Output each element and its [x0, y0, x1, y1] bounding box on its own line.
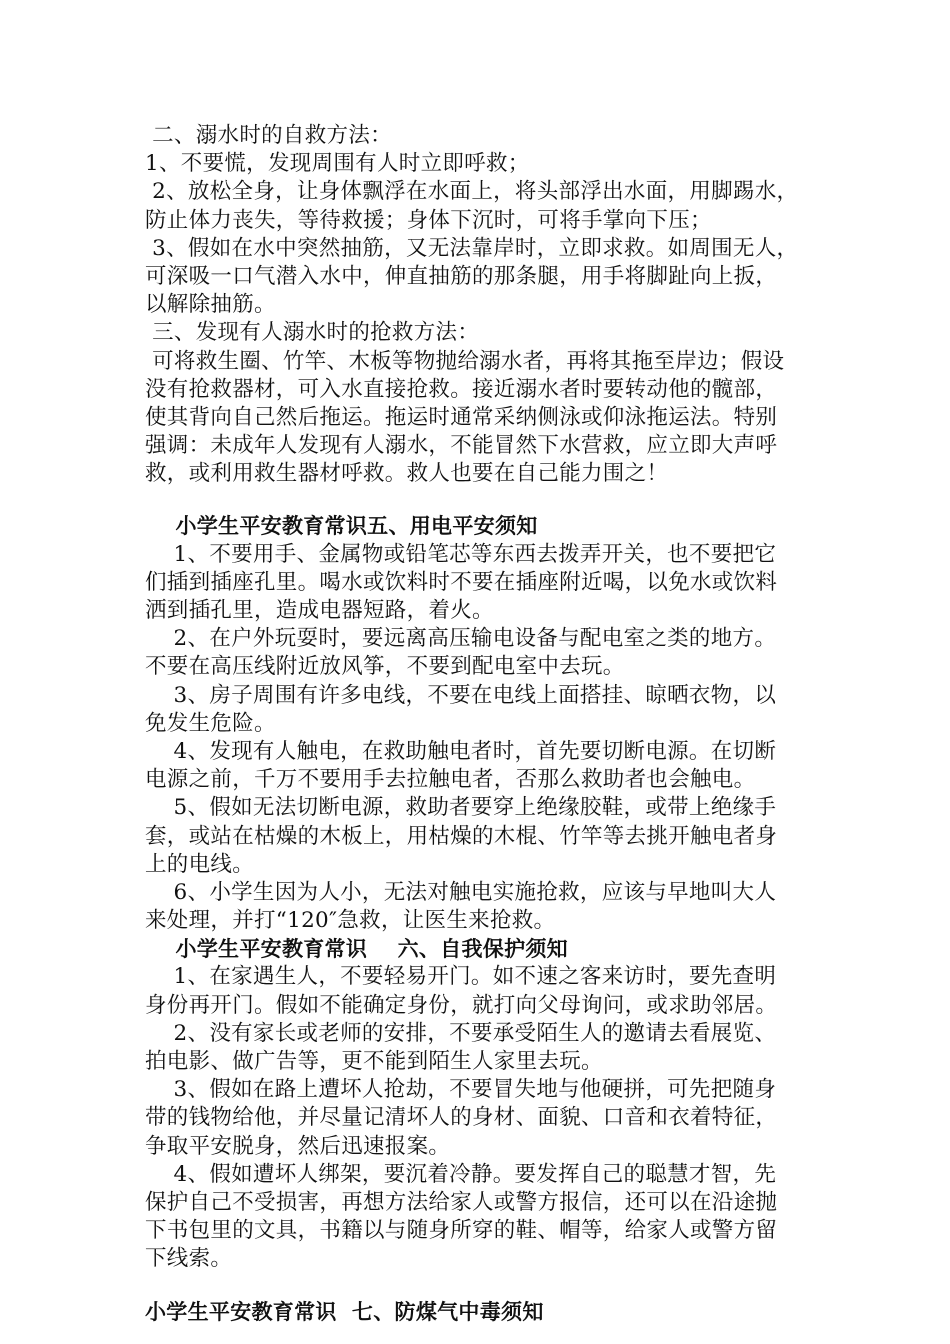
section-2-line-1: 1、不要慌，发现周围有人时立即呼救；: [145, 151, 530, 177]
spacer: [145, 1274, 805, 1298]
section-5-title: 小学生平安教育常识五、用电平安须知: [145, 514, 538, 539]
section-6-line-5: 3、假如在路上遭坏人抢劫，不要冒失地与他硬拼，可先把随身: [145, 1077, 777, 1103]
section-6-title: 小学生平安教育常识 六、自我保护须知: [145, 937, 568, 962]
section-6-line-3: 2、没有家长或老师的安排，不要承受陌生人的邀请去看展览、: [145, 1020, 777, 1046]
section-5-line-13: 6、小学生因为人小，无法对触电实施抢救，应该与早地叫大人: [145, 879, 777, 905]
section-5-line-7: 免发生危险。: [145, 710, 276, 736]
section-2-line-4: 3、假如在水中突然抽筋，又无法靠岸时，立即求救。如周围无人，: [145, 235, 799, 261]
section-3-title: 三、发现有人溺水时的抢救方法：: [145, 320, 480, 346]
section-5-line-2: 们插到插座孔里。喝水或饮料时不要在插座附近喝，以免水或饮料: [145, 569, 778, 595]
section-5-line-6: 3、房子周围有许多电线，不要在电线上面搭挂、晾晒衣物，以: [145, 682, 777, 708]
section-6-line-8: 4、假如遭坏人绑架，要沉着冷静。要发挥自己的聪慧才智，先: [145, 1161, 777, 1187]
section-7-title: 小学生平安教育常识 七、防煤气中毒须知: [145, 1299, 544, 1324]
section-6-line-10: 下书包里的文具，书籍以与随身所穿的鞋、帽等，给家人或警方留: [145, 1218, 778, 1244]
section-5-line-9: 电源之前，千万不要用手去拉触电者，否那么救助者也会触电。: [145, 767, 756, 793]
section-3-line-4: 强调：未成年人发现有人溺水，不能冒然下水营救，应立即大声呼: [145, 433, 778, 459]
section-5-line-8: 4、发现有人触电，在救助触电者时，首先要切断电源。在切断: [145, 738, 777, 764]
section-6-line-2: 身份再开门。假如不能确定身份，就打向父母询问，或求助邻居。: [145, 992, 778, 1018]
section-6-line-1: 1、在家遇生人，不要轻易开门。如不速之客来访时，要先查明: [145, 964, 777, 990]
section-6-line-9: 保护自己不受损害，再想方法给家人或警方报信，还可以在沿途抛: [145, 1189, 778, 1215]
section-3-line-2: 没有抢救器材，可入水直接抢救。接近溺水者时要转动他的髋部，: [145, 376, 778, 402]
section-5-line-4: 2、在户外玩耍时，要远离高压输电设备与配电室之类的地方。: [145, 626, 777, 652]
section-6-line-4: 拍电影、做广告等，更不能到陌生人家里去玩。: [145, 1049, 603, 1074]
section-5-line-10: 5、假如无法切断电源，救助者要穿上绝缘胶鞋，或带上绝缘手: [145, 795, 777, 821]
section-5-line-12: 上的电线。: [145, 851, 255, 877]
section-2-line-3: 防止体力丧失，等待救援；身体下沉时，可将手掌向下压；: [145, 207, 712, 233]
section-2-line-6: 以解除抽筋。: [145, 292, 276, 318]
section-5-line-11: 套，或站在枯燥的木板上，用枯燥的木棍、竹竿等去挑开触电者身: [145, 823, 778, 849]
section-2-line-5: 可深吸一口气潜入水中，伸直抽筋的那条腿，用手将脚趾向上扳，: [145, 263, 778, 289]
section-3-line-1: 可将救生圈、竹竿、木板等物抛给溺水者，再将其拖至岸边；假设: [145, 348, 785, 374]
document-page: [145, 122, 805, 1326]
section-2-line-2: 2、放松全身，让身体飘浮在水面上，将头部浮出水面，用脚踢水，: [145, 179, 799, 205]
section-3-line-5: 救，或利用救生器材呼救。救人也要在自己能力围之！: [145, 461, 669, 487]
section-3-line-3: 使其背向自己然后拖运。拖运时通常采纳侧泳或仰泳拖运法。特别: [145, 404, 778, 430]
spacer: [145, 488, 805, 512]
section-2-title: 二、溺水时的自救方法：: [145, 123, 392, 148]
section-6-line-11: 下线索。: [145, 1246, 233, 1272]
section-5-line-14: 来处理，并打“120″急救，让医生来抢救。: [145, 908, 556, 934]
section-6-line-6: 带的钱物给他，并尽量记清坏人的身材、面貌、口音和衣着特征，: [145, 1105, 778, 1131]
section-5-line-5: 不要在高压线附近放风筝，不要到配电室中去玩。: [145, 654, 625, 680]
section-5-line-1: 1、不要用手、金属物或铅笔芯等东西去拨弄开关，也不要把它: [145, 541, 777, 567]
section-6-line-7: 争取平安脱身，然后迅速报案。: [145, 1133, 451, 1159]
section-5-line-3: 洒到插孔里，造成电器短路，着火。: [145, 598, 494, 623]
